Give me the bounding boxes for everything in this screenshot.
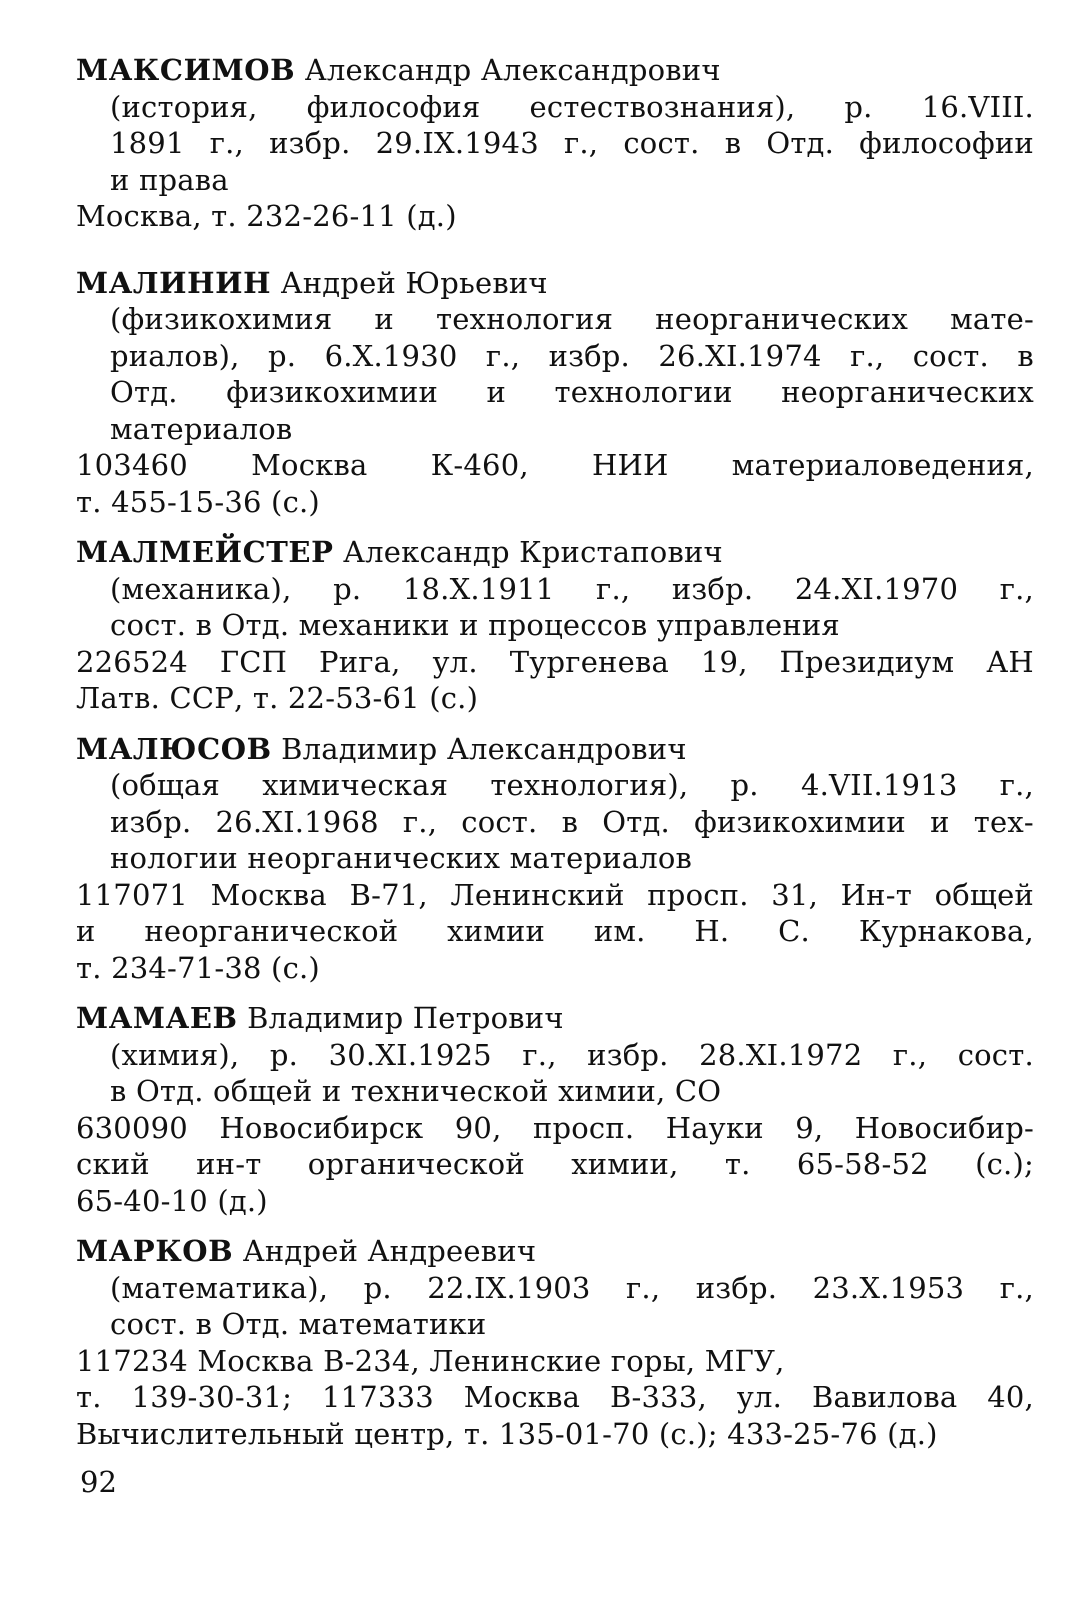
entry-address-line: т. 139-30-31; 117333 Москва В-333, ул. Вавилова 40, <box>76 1380 1034 1414</box>
entry-given-name: Владимир Петрович <box>247 1001 564 1035</box>
entry-address-line: 65-40-10 (д.) <box>76 1183 268 1218</box>
entry-heading <box>76 1000 1034 1037</box>
directory-entry <box>76 731 1034 987</box>
entry-info-line: 1891 г., избр. 29.IX.1943 г., сост. в Отд. философии <box>110 126 1034 160</box>
entry-surname: МАЛЮСОВ <box>76 731 272 766</box>
entry-given-name: Андрей Андреевич <box>242 1234 537 1268</box>
entry-given-name: Андрей Юрьевич <box>280 265 548 300</box>
entry-info-line: и права <box>110 162 229 197</box>
entry-heading <box>76 52 1034 89</box>
entry-given-name: Александр Александрович <box>304 53 721 87</box>
entry-surname: МАКСИМОВ <box>76 53 296 87</box>
entry-info-line: (история, философия естествознания), р. 16.VIII. <box>110 89 1034 124</box>
entry-address-line: 117071 Москва В-71, Ленинский просп. 31, Ин-т общей <box>76 877 1034 912</box>
entry-info-line: сост. в Отд. механики и процессов управления <box>110 608 840 642</box>
entry-info-line: нологии неорганических материалов <box>110 841 693 875</box>
entry-given-name: Александр Кристапович <box>342 535 723 569</box>
entry-address-line: т. 455-15-36 (с.) <box>76 484 320 519</box>
entry-address-line: т. 234-71-38 (с.) <box>76 950 320 985</box>
entry-address-line: Латв. ССР, т. 22-53-61 (с.) <box>76 681 479 715</box>
entry-address-line: 226524 ГСП Рига, ул. Тургенева 19, Президиум АН <box>76 644 1034 679</box>
entry-address-line: ский ин-т органической химии, т. 65-58-52 (с.); <box>76 1147 1034 1181</box>
entry-info-line: материалов <box>110 411 293 446</box>
entry-address-line: 117234 Москва В-234, Ленинские горы, МГУ, <box>76 1343 785 1378</box>
entry-info-line: (физикохимия и технология неорганических мате- <box>110 302 1034 336</box>
entry-info-line: избр. 26.XI.1968 г., сост. в Отд. физикохимии и тех- <box>110 804 1034 839</box>
entry-surname: МАРКОВ <box>76 1234 234 1268</box>
entry-surname: МАЛИНИН <box>76 265 272 300</box>
entry-info-line: (механика), р. 18.X.1911 г., избр. 24.XI.1970 г., <box>110 571 1034 606</box>
entry-heading <box>76 1233 1034 1270</box>
entry-surname: МАЛМЕЙСТЕР <box>76 535 334 569</box>
directory-entry <box>76 265 1034 521</box>
entry-heading <box>76 731 1034 768</box>
entry-info-line: в Отд. общей и технической химии, СО <box>110 1074 722 1108</box>
entry-address-line: Вычислительный центр, т. 135-01-70 (с.); 433-25-76 (д.) <box>76 1416 938 1451</box>
entry-info-line: сост. в Отд. математики <box>110 1307 487 1341</box>
directory-entry <box>76 534 1034 717</box>
entry-address-line: 630090 Новосибирск 90, просп. Науки 9, Новосибир- <box>76 1110 1034 1145</box>
directory-entry <box>76 1233 1034 1452</box>
entry-address-line: Москва, т. 232-26-11 (д.) <box>76 199 457 233</box>
entry-info-line: (химия), р. 30.XI.1925 г., избр. 28.XI.1972 г., сост. <box>110 1037 1034 1072</box>
directory-entry <box>76 1000 1034 1219</box>
page-number: 92 <box>80 1465 117 1499</box>
entry-info-line: (общая химическая технология), р. 4.VII.1913 г., <box>110 768 1034 802</box>
entry-address-line: 103460 Москва К-460, НИИ материаловедения, <box>76 448 1034 482</box>
directory-entry <box>76 52 1034 235</box>
entry-heading <box>76 534 1034 571</box>
entry-address-line: и неорганической химии им. Н. С. Курнакова, <box>76 914 1034 948</box>
entry-info-line: (математика), р. 22.IX.1903 г., избр. 23.X.1953 г., <box>110 1270 1034 1305</box>
directory-page <box>76 52 1034 1452</box>
entry-given-name: Владимир Александрович <box>281 731 687 766</box>
entry-info-line: риалов), р. 6.X.1930 г., избр. 26.XI.1974 г., сост. в <box>110 338 1034 373</box>
entry-heading <box>76 265 1034 302</box>
entry-surname: МАМАЕВ <box>76 1001 238 1035</box>
entry-info-line: Отд. физикохимии и технологии неорганических <box>110 375 1034 409</box>
